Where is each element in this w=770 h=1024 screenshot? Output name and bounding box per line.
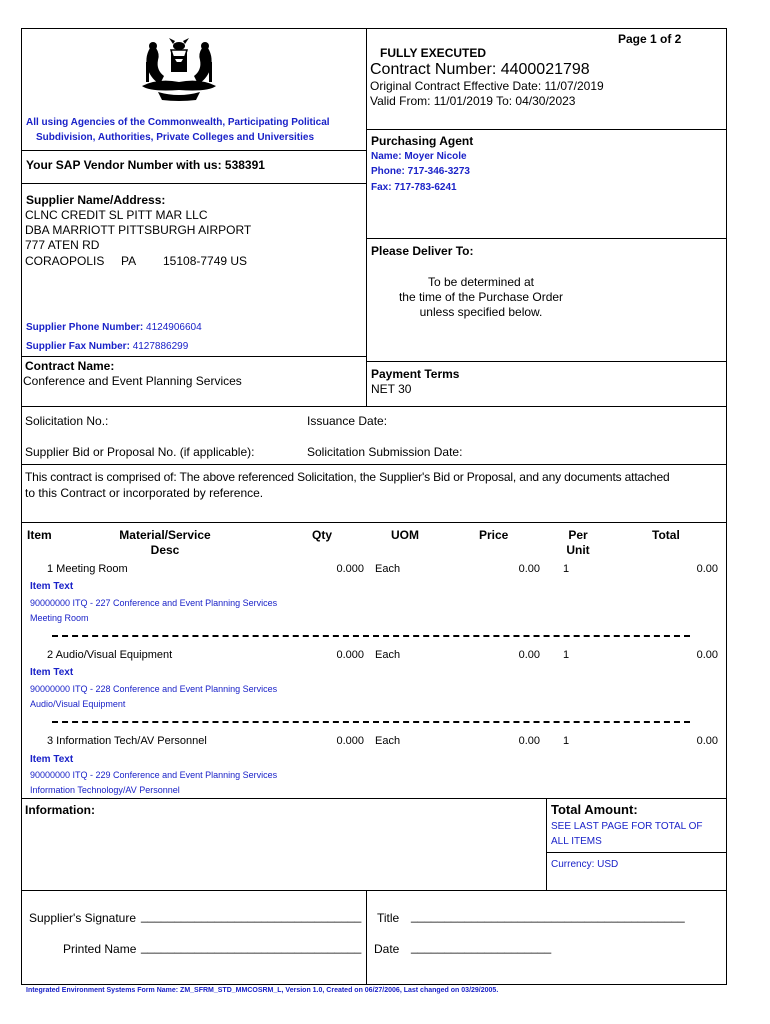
title-line[interactable]: _________________________________________	[411, 909, 685, 923]
divider	[366, 28, 367, 406]
submission-date: Solicitation Submission Date:	[307, 445, 463, 459]
row-2-text-1: 90000000 ITQ - 228 Conference and Event Planning Services	[30, 684, 278, 694]
divider	[546, 852, 727, 853]
row-3-text-label: Item Text	[30, 754, 74, 765]
printed-name-line[interactable]: _________________________________	[141, 940, 362, 954]
supplier-bid-no: Supplier Bid or Proposal No. (if applicable):	[25, 445, 255, 459]
printed-name-label: Printed Name	[63, 942, 137, 956]
divider	[21, 464, 727, 465]
row-1-text-label: Item Text	[30, 581, 74, 592]
divider	[21, 890, 727, 891]
supplier-line-2: DBA MARRIOTT PITTSBURGH AIRPORT	[25, 223, 252, 237]
supplier-city: CORAOPOLIS	[25, 254, 105, 268]
contract-name-heading: Contract Name:	[25, 359, 115, 373]
supplier-phone	[26, 322, 202, 333]
vendor-number: Your SAP Vendor Number with us: 538391	[26, 158, 265, 172]
row-3-price: 0.00	[518, 735, 540, 747]
effective-date: Original Contract Effective Date: 11/07/2019	[370, 79, 604, 93]
row-1-total: 0.00	[696, 563, 718, 575]
row-1-qty: 0.000	[336, 563, 364, 575]
issuance-date: Issuance Date:	[307, 414, 388, 428]
row-2-qty: 0.000	[336, 649, 364, 661]
agent-fax: Fax: 717-783-6241	[371, 182, 457, 193]
row-separator	[52, 635, 690, 637]
row-2-total: 0.00	[696, 649, 718, 661]
total-amount-line-2: ALL ITEMS	[551, 836, 602, 847]
col-total: Total	[652, 528, 680, 542]
row-1-uom: Each	[375, 563, 401, 575]
information-heading: Information:	[25, 803, 95, 817]
agent-phone: Phone: 717-346-3273	[371, 166, 470, 177]
row-1-text-2: Meeting Room	[30, 613, 89, 623]
total-amount-line-1: SEE LAST PAGE FOR TOTAL OF	[551, 821, 703, 832]
deliver-line-2: the time of the Purchase Order	[398, 290, 564, 304]
col-per-2: Unit	[566, 543, 590, 557]
row-1-price: 0.00	[518, 563, 540, 575]
solicitation-no: Solicitation No.:	[25, 414, 109, 428]
divider	[366, 238, 727, 239]
payment-terms-value: NET 30	[371, 382, 412, 396]
divider	[546, 798, 547, 890]
supplier-state: PA	[121, 254, 137, 268]
col-desc-2: Desc	[150, 543, 180, 557]
row-3-per: 1	[563, 735, 570, 747]
supplier-signature-line[interactable]: _________________________________	[141, 909, 362, 923]
deliver-line-3: unless specified below.	[419, 305, 543, 319]
row-2-text-2: Audio/Visual Equipment	[30, 699, 126, 709]
row-3-item: 3 Information Tech/AV Personnel	[47, 735, 207, 747]
date-line[interactable]: _____________________	[411, 940, 552, 954]
divider	[21, 150, 366, 151]
row-3-text-2: Information Technology/AV Personnel	[30, 785, 180, 795]
agencies-line-1: All using Agencies of the Commonwealth, Participating Political	[26, 117, 330, 128]
row-separator	[52, 721, 690, 723]
row-2-item: 2 Audio/Visual Equipment	[47, 649, 173, 661]
supplier-phone-label: Supplier Phone Number:	[26, 322, 144, 333]
status-label: FULLY EXECUTED	[380, 46, 487, 60]
row-2-price: 0.00	[518, 649, 540, 661]
divider	[21, 406, 727, 407]
supplier-signature-label: Supplier's Signature	[29, 911, 137, 925]
supplier-line-1: CLNC CREDIT SL PITT MAR LLC	[25, 208, 208, 222]
supplier-line-3: 777 ATEN RD	[25, 238, 100, 252]
divider	[21, 798, 727, 799]
agencies-line-2: Subdivision, Authorities, Private Colleges and Universities	[36, 132, 315, 143]
page-indicator: Page 1 of 2	[618, 32, 682, 46]
commonwealth-seal-icon	[138, 36, 220, 102]
footer-form-name: Integrated Environment Systems Form Name: ZM_SFRM_STD_MMCOSRM_L, Version 1.0, Created on 06/27/2006, Last changed on 03/29/2005.	[26, 987, 499, 994]
total-amount-heading: Total Amount:	[551, 802, 638, 817]
row-1-item: 1 Meeting Room	[47, 563, 128, 575]
supplier-zip: 15108-7749 US	[163, 254, 248, 268]
currency: Currency: USD	[551, 859, 619, 870]
col-price: Price	[479, 528, 509, 542]
payment-terms-heading: Payment Terms	[371, 367, 460, 381]
divider	[21, 522, 727, 523]
divider	[21, 356, 366, 357]
deliver-line-1: To be determined at	[427, 275, 535, 289]
divider	[21, 183, 366, 184]
col-per-1: Per	[568, 528, 588, 542]
divider	[366, 361, 727, 362]
row-2-text-label: Item Text	[30, 667, 74, 678]
col-uom: UOM	[391, 528, 419, 542]
row-1-per: 1	[563, 563, 570, 575]
purchasing-agent-heading: Purchasing Agent	[371, 134, 474, 148]
supplier-heading: Supplier Name/Address:	[26, 193, 166, 207]
col-item: Item	[27, 528, 52, 542]
contract-name-value: Conference and Event Planning Services	[23, 374, 242, 388]
valid-dates: Valid From: 11/01/2019 To: 04/30/2023	[370, 94, 576, 108]
divider	[366, 890, 367, 985]
supplier-fax-value: 4127886299	[132, 341, 189, 352]
divider	[366, 129, 727, 130]
row-2-per: 1	[563, 649, 570, 661]
date-label: Date	[374, 942, 400, 956]
supplier-fax	[26, 341, 188, 352]
row-3-total: 0.00	[696, 735, 718, 747]
supplier-phone-value: 4124906604	[146, 322, 202, 333]
comprised-line-1: This contract is comprised of: The above referenced Solicitation, the Supplier's Bid or Proposal, and any documents attached	[25, 470, 670, 484]
row-3-uom: Each	[375, 735, 401, 747]
row-3-text-1: 90000000 ITQ - 229 Conference and Event Planning Services	[30, 770, 278, 780]
title-label: Title	[377, 911, 400, 925]
comprised-line-2: to this Contract or incorporated by reference.	[25, 486, 264, 500]
contract-number: Contract Number: 4400021798	[370, 61, 590, 78]
row-2-uom: Each	[375, 649, 401, 661]
col-qty: Qty	[312, 528, 333, 542]
row-1-text-1: 90000000 ITQ - 227 Conference and Event Planning Services	[30, 598, 278, 608]
supplier-fax-label: Supplier Fax Number:	[26, 341, 130, 352]
col-desc-1: Material/Service	[119, 528, 211, 542]
agent-name: Name: Moyer Nicole	[371, 151, 467, 162]
deliver-heading: Please Deliver To:	[371, 244, 474, 258]
row-3-qty: 0.000	[336, 735, 364, 747]
